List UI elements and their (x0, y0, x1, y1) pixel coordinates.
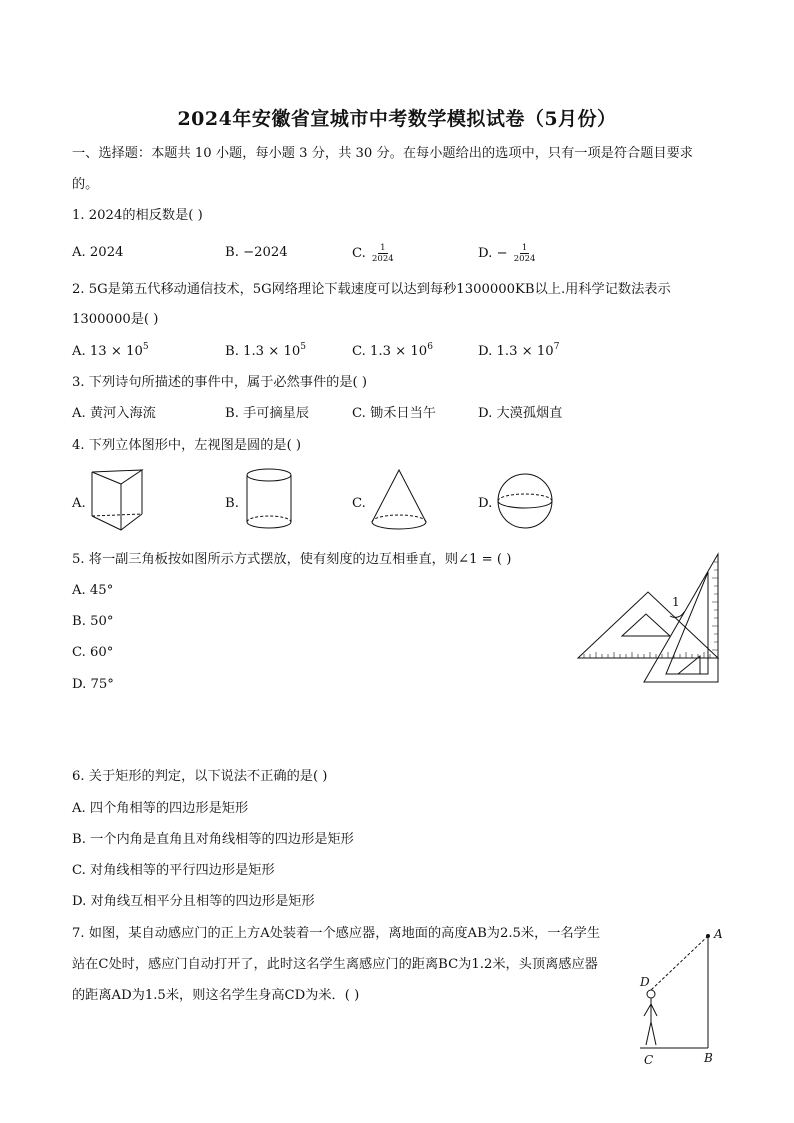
q1-stem: 1. 2024的相反数是( ) (72, 208, 203, 223)
q4-option-c: C. (352, 496, 366, 511)
q6-stem: 6. 关于矩形的判定，以下说法不正确的是( ) (72, 769, 328, 784)
q2-option-c-exponent: 6 (427, 342, 433, 352)
q3-stem: 3. 下列诗句所描述的事件中，属于必然事件的是( ) (72, 375, 368, 390)
section-instructions-line2: 的。 (72, 177, 99, 192)
sensor-point (706, 934, 710, 938)
q1-option-c-fraction (370, 243, 396, 264)
q1-option-b: B. −2024 (225, 245, 288, 260)
q4-option-a: A. (72, 496, 86, 511)
q3-option-d: D. 大漠孤烟直 (478, 406, 563, 421)
q6-option-d: D. 对角线互相平分且相等的四边形是矩形 (72, 894, 315, 909)
q1-option-c-numerator: 1 (380, 243, 386, 253)
q3-option-b: B. 手可摘星辰 (225, 406, 310, 421)
q2-option-a-exponent: 5 (142, 342, 149, 352)
q6-option-a: A. 四个角相等的四边形是矩形 (72, 801, 249, 816)
q5-stem: 5. 将一副三角板按如图所示方式摆放，使有刻度的边互相垂直，则∠1 = ( ) (72, 552, 512, 567)
q2-option-b-exponent: 5 (300, 342, 306, 352)
set-squares-figure (574, 550, 724, 686)
q4-option-d: D. (478, 496, 493, 511)
q2-option-a-base: A. 13 × 10 (72, 344, 143, 359)
q1-option-a: A. 2024 (72, 245, 124, 260)
q2-stem-line2: 1300000是( ) (72, 312, 159, 327)
q2-option-d (478, 342, 559, 362)
q3-option-c: C. 锄禾日当午 (352, 406, 436, 421)
q6-option-b: B. 一个内角是直角且对角线相等的四边形是矩形 (72, 832, 354, 847)
point-c-label: C (644, 1053, 654, 1067)
q1-option-c (352, 243, 396, 264)
q1-option-d (478, 243, 537, 264)
sensor-door-figure (636, 924, 728, 1068)
q2-option-d-base: D. 1.3 × 10 (478, 344, 554, 359)
q5-option-c: C. 60° (72, 645, 114, 660)
q1-option-d-numerator: 1 (521, 243, 528, 253)
q5-option-a: A. 45° (72, 583, 114, 598)
angle-1-label: 1 (672, 595, 680, 609)
q5-option-b: B. 50° (72, 614, 114, 629)
q2-stem-line1: 2. 5G是第五代移动通信技术，5G网络理论下载速度可以达到每秒1300000KB以上.用科学记数法表示 (72, 282, 671, 297)
q7-stem-line3: 的距离AD为1.5米，则这名学生身高CD为米．( ) (72, 988, 360, 1003)
sphere-figure (494, 470, 556, 532)
point-d-label: D (640, 975, 650, 989)
q3-option-a: A. 黄河入海流 (72, 406, 156, 421)
page-title: 2024年安徽省宣城市中考数学模拟试卷（5月份） (177, 108, 617, 130)
cone-figure (368, 466, 430, 534)
q2-option-b (225, 342, 306, 362)
q1-option-d-label: D. − (478, 246, 508, 261)
point-a-label: A (714, 927, 723, 941)
q2-option-a (72, 342, 149, 362)
q1-option-c-denominator: 2024 (372, 254, 394, 264)
q7-stem-line2: 站在C处时，感应门自动打开了，此时这名学生离感应门的距离BC为1.2米，头顶离感应器 (72, 957, 598, 972)
q2-option-c-base: C. 1.3 × 10 (352, 344, 428, 359)
cylinder-figure (242, 466, 296, 534)
q1-option-d-fraction (512, 243, 538, 264)
q2-option-c (352, 342, 433, 362)
q2-option-b-base: B. 1.3 × 10 (225, 344, 301, 359)
q6-option-c: C. 对角线相等的平行四边形是矩形 (72, 863, 275, 878)
q2-option-d-exponent: 7 (553, 342, 560, 352)
point-b-label: B (704, 1051, 713, 1065)
q4-stem: 4. 下列立体图形中，左视图是圆的是( ) (72, 438, 302, 453)
ruler-ticks-vertical (712, 562, 718, 650)
q1-option-c-label: C. (352, 246, 366, 261)
q5-option-d: D. 75° (72, 677, 114, 692)
ruler-ticks-horizontal (584, 652, 710, 658)
q4-option-b: B. (225, 496, 239, 511)
q1-option-d-denominator: 2024 (513, 254, 536, 264)
q7-stem-line1: 7. 如图，某自动感应门的正上方A处装着一个感应器，离地面的高度AB为2.5米，一名学生 (72, 926, 601, 941)
triangular-prism-figure (86, 466, 148, 534)
section-instructions-line1: 一、选择题：本题共 10 小题，每小题 3 分，共 30 分。在每小题给出的选项中，只有一项是符合题目要求 (72, 146, 693, 161)
